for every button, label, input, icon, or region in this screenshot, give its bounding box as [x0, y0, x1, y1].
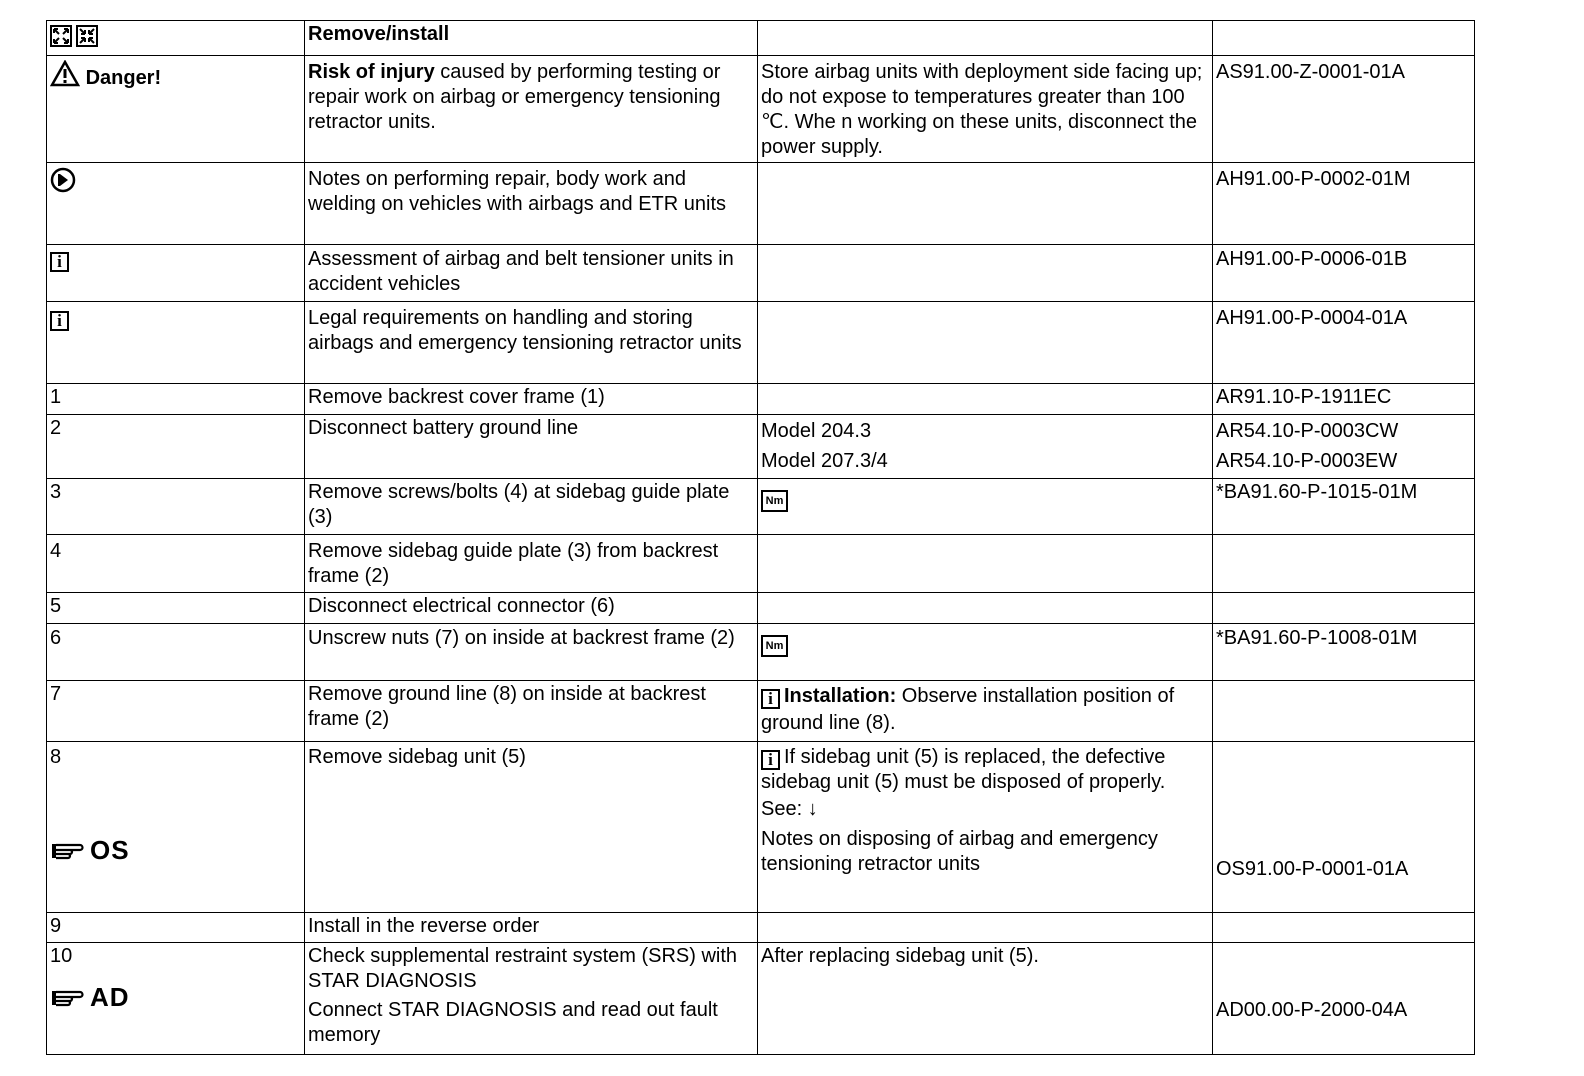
step-number: 8	[50, 746, 62, 768]
step-note: i If sidebag unit (5) is replaced, the defective sidebag unit (5) must be disposed of properly. See: ↓ Notes on disposing of airbag and emergency tensioning retractor units	[758, 742, 1213, 913]
step-ref: *BA91.60-P-1015-01M	[1213, 479, 1475, 535]
step-text-cell	[305, 943, 758, 1055]
step-row	[47, 535, 1475, 593]
step-note: i Installation: Observe installation position of ground line (8).	[758, 681, 1213, 742]
danger-label: Danger!	[85, 67, 162, 89]
hand-pointer-code: AD	[50, 985, 130, 1010]
step-row	[47, 913, 1475, 943]
caution-play-icon	[50, 167, 76, 193]
note-ref: AH91.00-P-0002-01M	[1213, 163, 1475, 245]
info-icon: i	[761, 689, 780, 709]
see-arrow: See: ↓	[761, 798, 818, 820]
step-number: 3	[47, 479, 305, 535]
info-icon: i	[50, 311, 69, 331]
step-ref: AR91.10-P-1911EC	[1213, 384, 1475, 415]
danger-risk: Risk of injury caused by performing testing or repair work on airbag or emergency tensioning retractor units.	[305, 56, 758, 163]
note-text: Assessment of airbag and belt tensioner units in accident vehicles	[305, 245, 758, 302]
torque-nm-icon: Nm	[761, 635, 788, 657]
step-number-cell	[47, 943, 305, 1055]
step-text: Unscrew nuts (7) on inside at backrest frame (2)	[305, 624, 758, 681]
step-text: Disconnect battery ground line	[305, 415, 758, 479]
header-row	[47, 21, 1475, 56]
step-text: Check supplemental restraint system (SRS) with STAR DIAGNOSIS	[308, 945, 738, 992]
step-number: 9	[47, 913, 305, 943]
step-text: Install in the reverse order	[305, 913, 758, 943]
hand-pointer-code: OS	[50, 838, 130, 863]
install-arrows-icon	[76, 25, 98, 47]
header-title: Remove/install	[305, 21, 758, 56]
torque-nm-icon: Nm	[761, 490, 788, 512]
step-text: Remove ground line (8) on inside at backrest frame (2)	[305, 681, 758, 742]
pointing-hand-icon	[50, 987, 86, 1009]
step-ref-cell	[1213, 742, 1475, 913]
step-note: After replacing sidebag unit (5).	[758, 943, 1213, 1055]
note-row	[47, 302, 1475, 384]
danger-row	[47, 56, 1475, 163]
step-text-2: Connect STAR DIAGNOSIS and read out fault memory	[308, 999, 718, 1046]
step-number-cell	[47, 742, 305, 913]
info-icon: i	[761, 750, 780, 770]
remove-arrows-icon	[50, 25, 72, 47]
procedure-table	[46, 20, 1475, 1055]
step-text: Disconnect electrical connector (6)	[305, 593, 758, 624]
step-row	[47, 479, 1475, 535]
step-row	[47, 384, 1475, 415]
warning-triangle-icon	[50, 60, 80, 87]
step-ref: AR54.10-P-0003CW AR54.10-P-0003EW	[1213, 415, 1475, 479]
step-number: 10	[50, 945, 73, 967]
step-number: 6	[47, 624, 305, 681]
note-row	[47, 163, 1475, 245]
step-text: Remove sidebag guide plate (3) from backrest frame (2)	[305, 535, 758, 593]
info-icon: i	[50, 252, 69, 272]
step-row	[47, 624, 1475, 681]
note-ref: AH91.00-P-0004-01A	[1213, 302, 1475, 384]
note-ref: AH91.00-P-0006-01B	[1213, 245, 1475, 302]
step-row	[47, 593, 1475, 624]
step-ref-cell	[1213, 943, 1475, 1055]
step-number: 7	[47, 681, 305, 742]
step-text: Remove screws/bolts (4) at sidebag guide plate (3)	[305, 479, 758, 535]
step-number: 1	[47, 384, 305, 415]
step-number: 5	[47, 593, 305, 624]
note-row	[47, 245, 1475, 302]
step-row	[47, 415, 1475, 479]
note-text: Notes on performing repair, body work and welding on vehicles with airbags and ETR units	[305, 163, 758, 245]
step-note: Model 204.3 Model 207.3/4	[758, 415, 1213, 479]
step-ref: OS91.00-P-0001-01A	[1216, 858, 1409, 880]
step-text: Remove sidebag unit (5)	[305, 742, 758, 913]
step-text: Remove backrest cover frame (1)	[305, 384, 758, 415]
step-ref: *BA91.60-P-1008-01M	[1213, 624, 1475, 681]
step-number: 2	[47, 415, 305, 479]
pointing-hand-icon	[50, 840, 86, 862]
danger-note: Store airbag units with deployment side facing up; do not expose to temperatures greater than 100 ℃. Whe n working on these units, disconnect the power supply.	[758, 56, 1213, 163]
step-row	[47, 742, 1475, 913]
step-row	[47, 943, 1475, 1055]
header-icons	[47, 21, 305, 56]
step-row	[47, 681, 1475, 742]
step-ref: AD00.00-P-2000-04A	[1216, 999, 1408, 1021]
note-text: Legal requirements on handling and storing airbags and emergency tensioning retractor units	[305, 302, 758, 384]
danger-ref: AS91.00-Z-0001-01A	[1213, 56, 1475, 163]
step-number: 4	[47, 535, 305, 593]
